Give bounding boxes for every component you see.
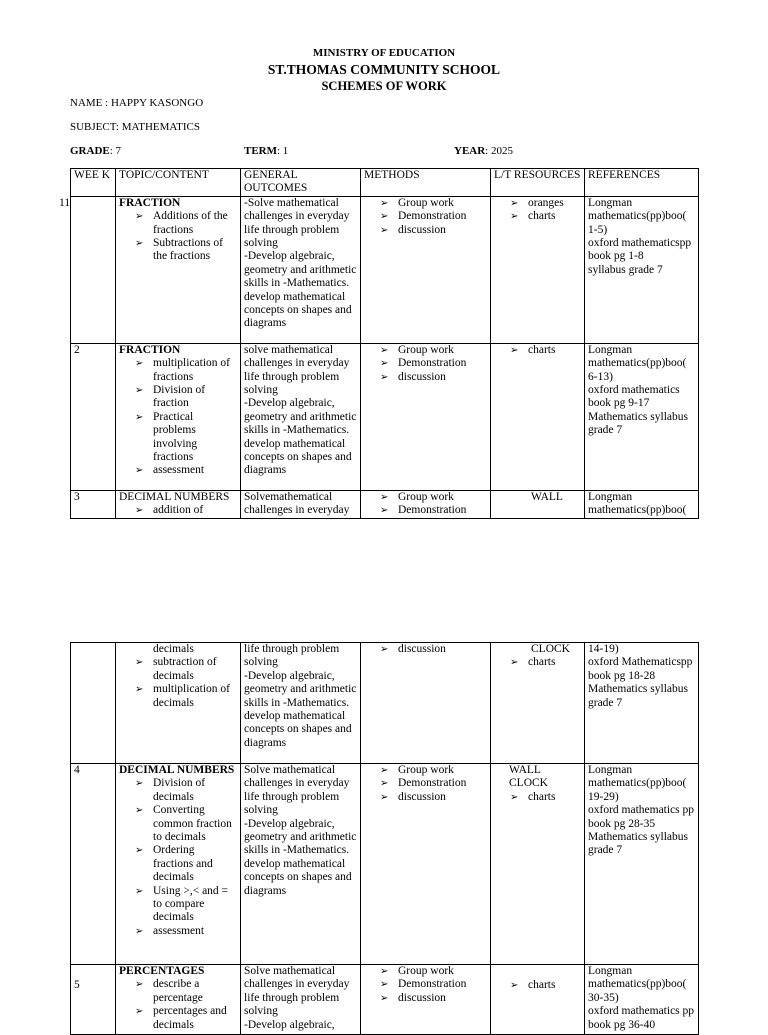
list-item: ➢ charts: [510, 979, 581, 992]
list-item: ➢ addition of: [135, 504, 237, 517]
topic-cell: [116, 643, 241, 764]
list-item: ➢ Demonstration: [380, 777, 487, 790]
resources-cell: WALL: [491, 490, 585, 518]
week-cell: 5: [71, 965, 116, 1035]
list-item: ➢ Group work: [380, 491, 487, 504]
list-item: ➢ multiplication of fractions: [135, 357, 237, 384]
table-row: [71, 764, 699, 965]
methods-cell: [361, 343, 491, 490]
outcomes-cell: solve mathematical challenges in everyday life through problem solving -Develop algebraic, geometry and arithmetic skills in -Mathematics. develop mathematical concepts on shapes and diagrams: [241, 343, 361, 490]
term-label: TERM: [244, 145, 277, 157]
outcomes-cell: life through problem solving -Develop algebraic, geometry and arithmetic skills in -Mathematics. develop mathematical concepts on shapes and diagrams: [241, 643, 361, 764]
schemes-table: [70, 168, 699, 519]
header-topic: TOPIC/CONTENT: [116, 169, 241, 197]
outcomes-cell: Solve mathematical challenges in everyday life through problem solving -Develop algebraic,: [241, 965, 361, 1035]
week-cell: [71, 643, 116, 764]
school-name: ST.THOMAS COMMUNITY SCHOOL: [267, 62, 501, 77]
outcomes-cell: -Solve mathematical challenges in everyday life through problem solving -Develop algebraic, geometry and arithmetic skills in -Mathematics. develop mathematical concepts on shapes and diagrams: [241, 196, 361, 343]
resource-text: CLOCK: [531, 643, 570, 655]
resources-cell: [491, 643, 585, 764]
list-item: ➢ discussion: [380, 992, 487, 1005]
list-item: ➢ Converting common fraction to decimals: [135, 804, 237, 844]
topic-title: FRACTION: [119, 196, 181, 209]
list-item: ➢ Additions of the fractions: [135, 210, 237, 237]
teacher-name: NAME : HAPPY KASONGO: [70, 97, 204, 109]
week-cell: 4: [71, 764, 116, 965]
grade-label: GRADE: [70, 145, 110, 157]
year-label: YEAR: [454, 145, 486, 157]
year-line: [454, 145, 513, 158]
stray-number: 11: [59, 197, 71, 209]
resources-cell: [491, 196, 585, 343]
list-item: ➢ multiplication of decimals: [135, 683, 237, 710]
references-cell: Longman mathematics(pp)boo( 1-5) oxford mathematicspp book pg 1-8 syllabus grade 7: [585, 196, 699, 343]
table-row: [71, 490, 699, 518]
schemes-table-continued: [70, 642, 699, 1035]
list-item: ➢ charts: [510, 656, 581, 669]
document-title: SCHEMES OF WORK: [321, 79, 447, 93]
resources-cell: [491, 965, 585, 1035]
list-item: ➢ Group work: [380, 197, 487, 210]
list-item: ➢ Using >,< and = to compare decimals: [135, 885, 237, 925]
header-resources: L/T RESOURCES: [491, 169, 585, 197]
topic-title: DECIMAL NUMBERS: [119, 764, 235, 776]
topic-title: PERCENTAGES: [119, 965, 205, 977]
list-item: ➢ Division of decimals: [135, 777, 237, 804]
header-methods: METHODS: [361, 169, 491, 197]
year-value: : 2025: [485, 145, 513, 157]
list-item: ➢ Group work: [380, 965, 487, 978]
week-cell: 3: [71, 490, 116, 518]
methods-cell: [361, 764, 491, 965]
references-cell: Longman mathematics(pp)boo(: [585, 490, 699, 518]
table-row: [71, 643, 699, 764]
methods-cell: [361, 490, 491, 518]
list-item: ➢ Demonstration: [380, 504, 487, 517]
resources-cell: [491, 764, 585, 965]
subject-line: SUBJECT: MATHEMATICS: [70, 121, 200, 133]
header-outcomes: GENERAL OUTCOMES: [241, 169, 361, 197]
list-item: ➢ Demonstration: [380, 210, 487, 223]
list-item: ➢ assessment: [135, 464, 237, 477]
week-cell: [71, 196, 116, 343]
grade-value: : 7: [109, 145, 122, 157]
list-item: ➢ percentages and decimals: [135, 1005, 237, 1032]
references-cell: Longman mathematics(pp)boo( 6-13) oxford mathematics book pg 9-17 Mathematics syllabus grade 7: [585, 343, 699, 490]
list-item: ➢ charts: [510, 344, 581, 357]
list-item: ➢ assessment: [135, 925, 237, 938]
list-item: ➢ Demonstration: [380, 357, 487, 370]
grade-line: [70, 145, 121, 158]
term-value: : 1: [277, 145, 289, 157]
table-header-row: [71, 169, 699, 197]
references-cell: 14-19) oxford Mathematicspp book pg 18-28 Mathematics syllabus grade 7: [585, 643, 699, 764]
list-item: ➢ discussion: [380, 791, 487, 804]
list-item: ➢ Group work: [380, 344, 487, 357]
table-row: [71, 965, 699, 1035]
list-item: ➢ Group work: [380, 764, 487, 777]
topic-list: [119, 210, 237, 264]
topic-cell: [116, 196, 241, 343]
list-item: ➢ discussion: [380, 643, 487, 656]
methods-cell: [361, 643, 491, 764]
table-row: [71, 343, 699, 490]
list-item: ➢ charts: [510, 791, 581, 804]
list-item: ➢ subtraction of decimals: [135, 656, 237, 683]
topic-cell: [116, 764, 241, 965]
list-item: ➢ describe a percentage: [135, 978, 237, 1005]
topic-cell: [116, 490, 241, 518]
week-cell: 2: [71, 343, 116, 490]
methods-cell: [361, 965, 491, 1035]
list-item: ➢ Practical problems involving fractions: [135, 411, 237, 465]
ministry-heading: MINISTRY OF EDUCATION: [312, 47, 456, 59]
topic-title: FRACTION: [119, 343, 181, 356]
outcomes-cell: Solve mathematical challenges in everyday life through problem solving -Develop algebraic, geometry and arithmetic skills in -Mathematics. develop mathematical concepts on shapes and diagrams: [241, 764, 361, 965]
list-item: ➢ Division of fraction: [135, 384, 237, 411]
topic-cell: [116, 965, 241, 1035]
list-item: ➢ Demonstration: [380, 978, 487, 991]
header-week: WEE K: [71, 169, 116, 197]
term-line: [244, 145, 288, 158]
list-item: ➢ Subtractions of the fractions: [135, 237, 237, 264]
resource-text: WALL CLOCK: [509, 764, 548, 790]
references-cell: Longman mathematics(pp)boo( 19-29) oxford mathematics pp book pg 28-35 Mathematics syllabus grade 7: [585, 764, 699, 965]
references-cell: Longman mathematics(pp)boo( 30-35) oxford mathematics pp book pg 36-40: [585, 965, 699, 1035]
methods-cell: [361, 196, 491, 343]
outcomes-cell: Solvemathematical challenges in everyday: [241, 490, 361, 518]
topic-title: DECIMAL NUMBERS: [119, 490, 230, 503]
table-row: [71, 196, 699, 343]
topic-continuation: decimals: [153, 643, 194, 655]
list-item: ➢ oranges: [510, 197, 581, 210]
list-item: ➢ charts: [510, 210, 581, 223]
topic-cell: [116, 343, 241, 490]
list-item: ➢ discussion: [380, 224, 487, 237]
list-item: ➢ discussion: [380, 371, 487, 384]
header-references: REFERENCES: [585, 169, 699, 197]
list-item: ➢ Ordering fractions and decimals: [135, 844, 237, 884]
resources-cell: [491, 343, 585, 490]
